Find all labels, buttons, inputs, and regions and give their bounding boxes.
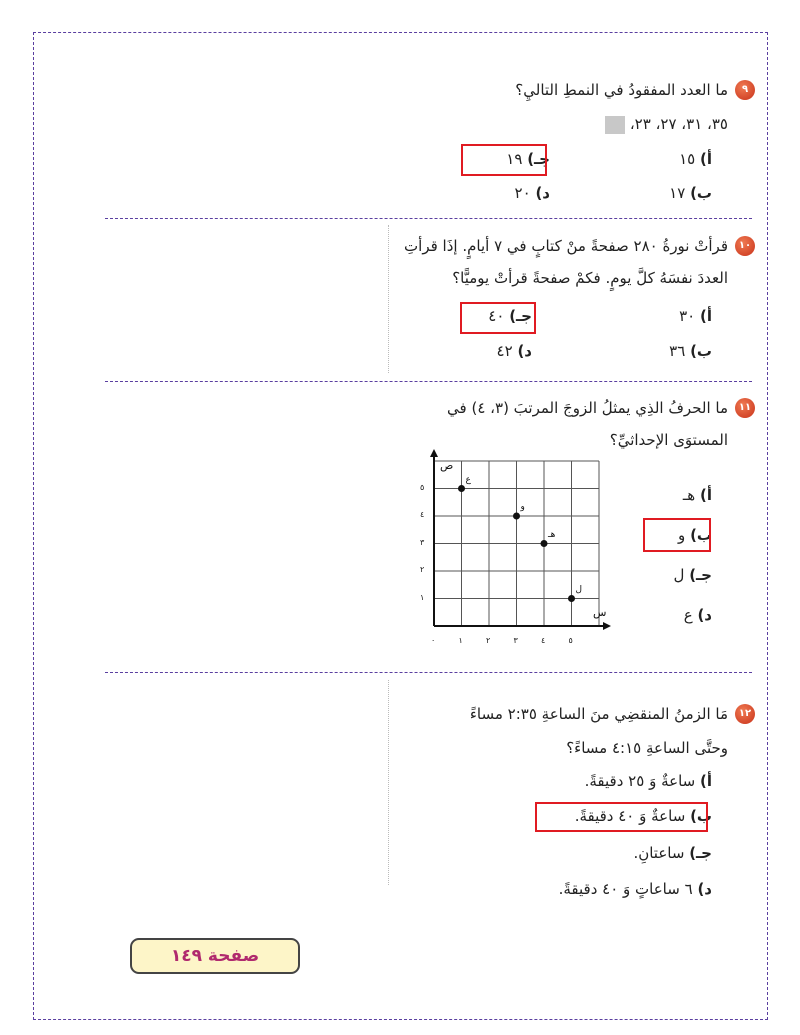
- x-tick-label: ٤: [541, 636, 546, 645]
- x-tick-label: ٠: [431, 636, 436, 645]
- q1-option-c[interactable]: جـ) ١٩: [506, 150, 550, 168]
- question-2-line-2: العددَ نفسَهُ كلَّ يومٍ. فكمْ صفحةً قرأتْ يوميًّا؟: [452, 269, 728, 287]
- grid-point: [458, 485, 465, 492]
- grid-point: [541, 540, 548, 547]
- q2-option-d[interactable]: د) ٤٢: [496, 342, 532, 360]
- q1-option-a[interactable]: أ) ١٥: [679, 150, 712, 168]
- q4-option-a[interactable]: أ) ساعةٌ وَ ٢٥ دقيقةً.: [584, 772, 712, 790]
- point-label: هـ: [548, 529, 556, 540]
- question-number-icon: ٩: [735, 80, 755, 100]
- q3-option-b[interactable]: ب) و: [678, 526, 712, 544]
- x-tick-label: ٢: [486, 636, 491, 645]
- y-tick-label: ٣: [420, 537, 425, 547]
- q1-option-d[interactable]: د) ٢٠: [514, 184, 550, 202]
- point-label: ل: [575, 584, 583, 595]
- separator: [105, 381, 752, 382]
- coordinate-plane: [412, 459, 612, 658]
- y-tick-label: ٢: [420, 565, 425, 574]
- x-axis-label: س: [593, 606, 607, 619]
- q1-option-b[interactable]: ب) ١٧: [669, 184, 712, 202]
- x-tick-label: ١: [458, 636, 463, 645]
- y-tick-label: ١: [420, 592, 425, 602]
- q4-option-b[interactable]: ب) ساعةٌ وَ ٤٠ دقيقةً.: [574, 807, 712, 825]
- x-tick-label: ٥: [568, 636, 573, 645]
- separator: [105, 672, 752, 673]
- q3-option-a[interactable]: أ) هـ: [682, 486, 712, 504]
- question-number-icon: ١٠: [735, 236, 755, 256]
- answer-highlight-q1: [461, 144, 547, 176]
- question-1-pattern: [528, 110, 728, 138]
- y-tick-label: ٤: [420, 510, 425, 519]
- answer-highlight-q2: [460, 302, 536, 334]
- q3-option-d[interactable]: د) ع: [683, 606, 712, 624]
- point-label: و: [520, 502, 525, 512]
- y-axis-label: ص: [440, 459, 454, 472]
- question-3-line-2: المستوَى الإحداثيِّ؟: [609, 431, 728, 449]
- q2-option-b[interactable]: ب) ٣٦: [669, 342, 712, 360]
- question-number-icon: ١١: [735, 398, 755, 418]
- missing-number-box: [605, 116, 625, 134]
- answer-highlight-q4: [535, 802, 708, 832]
- q4-option-d[interactable]: د) ٦ ساعاتٍ وَ ٤٠ دقيقةً.: [558, 880, 712, 898]
- y-tick-label: ٥: [420, 482, 425, 492]
- q2-option-c[interactable]: جـ) ٤٠: [488, 307, 532, 325]
- q3-option-c[interactable]: جـ) ل: [673, 566, 712, 584]
- answer-highlight-q3: [643, 518, 711, 552]
- point-label: ع: [465, 474, 471, 485]
- question-4-line-2: وحتَّى الساعةِ ٤:١٥ مساءً؟: [566, 739, 728, 757]
- pattern-sequence: ٣٥، ٣١، ٢٧، ٢٣،: [629, 115, 728, 133]
- question-3-line-1: ما الحرفُ الذِي يمثلُ الزوجَ المرتبَ (٣، ٤) في: [447, 399, 728, 417]
- question-4-line-1: مَا الزمنُ المنقضِي منَ الساعةِ ٢:٣٥ مساءً: [469, 705, 728, 723]
- question-1-text: ما العدد المفقودُ في النمطِ التاليِ؟: [515, 81, 728, 99]
- separator: [105, 218, 752, 219]
- x-axis-arrow-icon: [603, 622, 611, 630]
- grid-svg: [412, 468, 612, 658]
- grid-point: [513, 513, 520, 520]
- x-tick-label: ٣: [513, 636, 518, 645]
- grid-point: [568, 595, 575, 602]
- q2-option-a[interactable]: أ) ٣٠: [679, 307, 712, 325]
- question-2-line-1: قرأتْ نورةُ ٢٨٠ صفحةً منْ كتابٍ في ٧ أيامٍ. إذَا قرأتِ: [404, 237, 728, 255]
- q4-option-c[interactable]: جـ) ساعتانِ.: [633, 844, 712, 862]
- question-number-icon: ١٢: [735, 704, 755, 724]
- page-number-badge: صفحة ١٤٩: [130, 938, 300, 974]
